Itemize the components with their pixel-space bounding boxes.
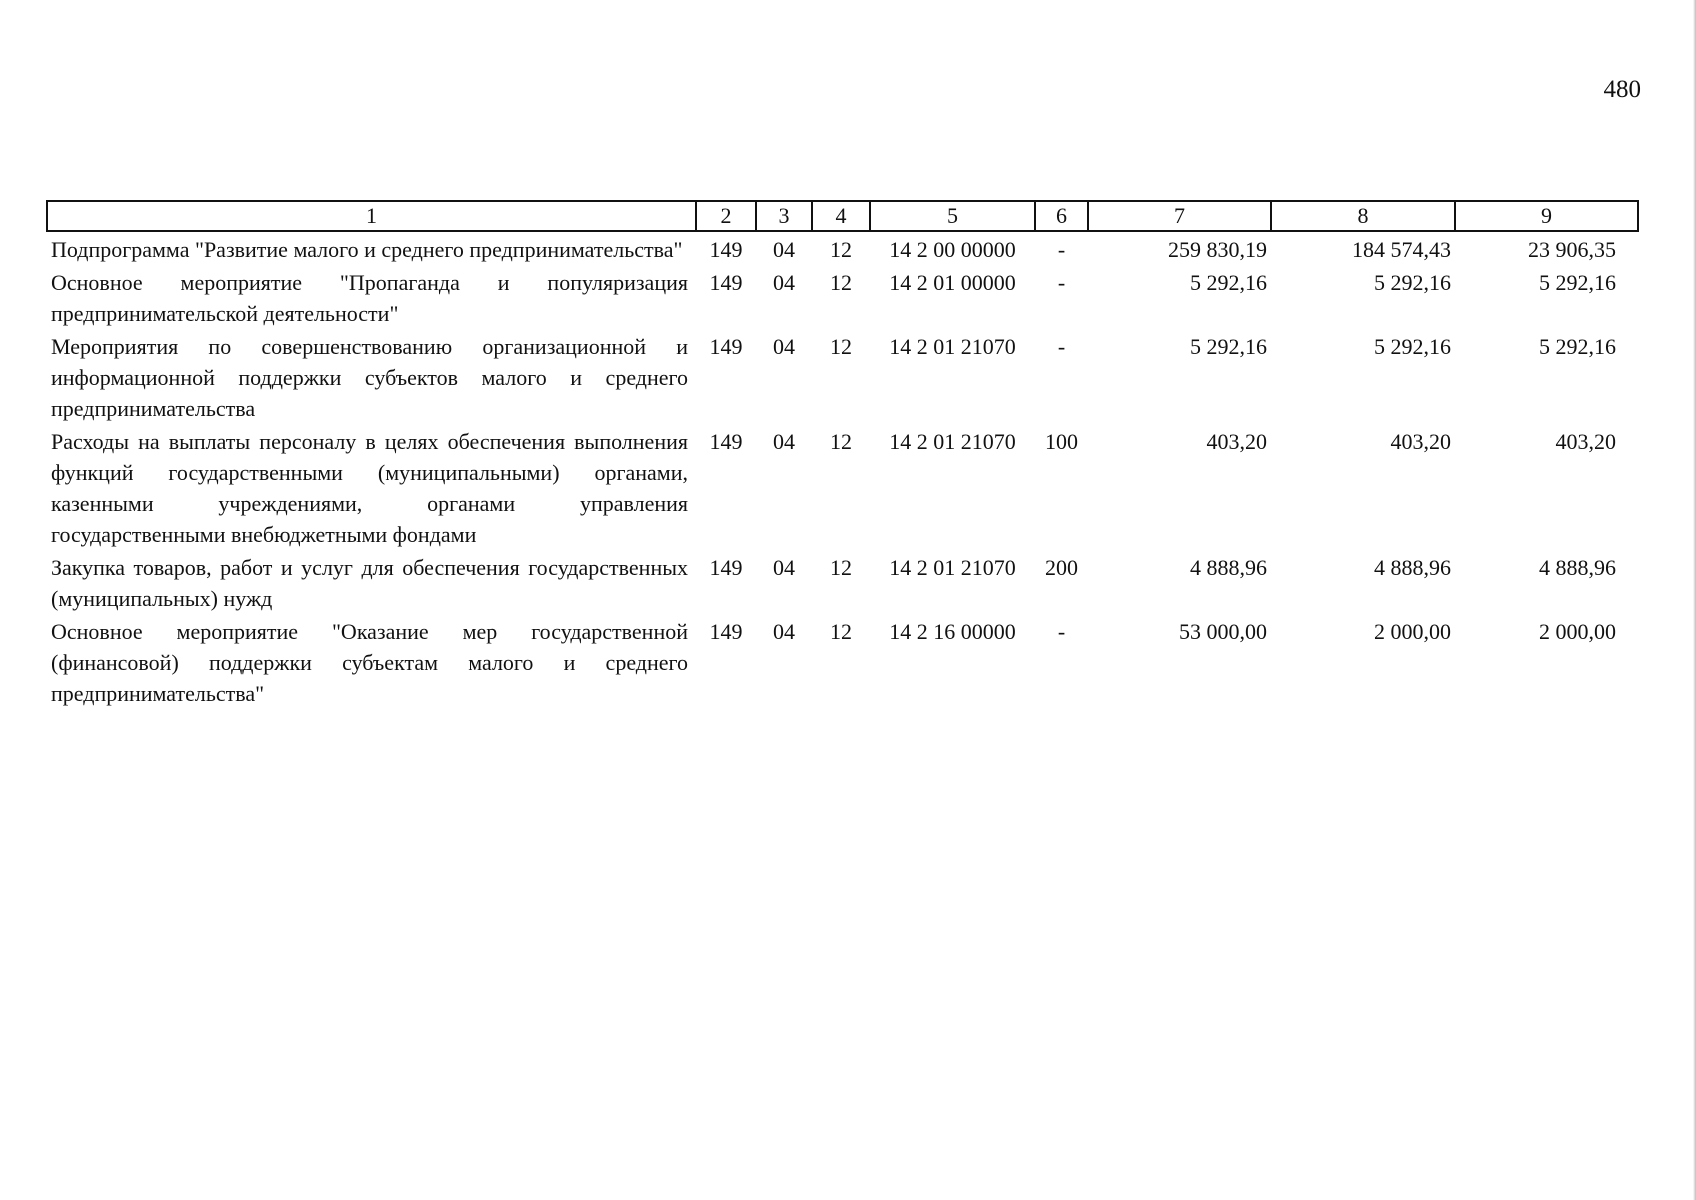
cell-target-article: 14 2 01 21070 [889, 429, 1016, 454]
column-header-4: 4 [812, 201, 870, 231]
row-name: Закупка товаров, работ и услуг для обеспечения государственных (муниципальных) нужд [51, 555, 688, 611]
cell-amount-9: 4 888,96 [1539, 555, 1616, 580]
row-name: Мероприятия по совершенствованию организационной и информационной поддержки субъектов малого и среднего предпринимательства [51, 334, 688, 421]
cell-ministry-code: 149 [709, 555, 743, 580]
cell-target-article: 14 2 01 21070 [889, 555, 1016, 580]
cell-amount-8: 403,20 [1390, 429, 1451, 454]
row-name: Расходы на выплаты персоналу в целях обеспечения выполнения функций государственными (муниципальными) органами, казенными учреждениями, органами управления государственными внебюджетными фондами [51, 429, 688, 547]
cell-expense-type: 200 [1045, 555, 1078, 580]
cell-amount-8: 184 574,43 [1352, 237, 1451, 262]
cell-target-article: 14 2 16 00000 [889, 619, 1016, 644]
cell-amount-8: 5 292,16 [1374, 270, 1451, 295]
column-header-2: 2 [696, 201, 756, 231]
column-header-8: 8 [1271, 201, 1455, 231]
cell-ministry-code: 149 [709, 237, 743, 262]
cell-subsection: 12 [830, 555, 852, 580]
cell-ministry-code: 149 [709, 619, 743, 644]
cell-ministry-code: 149 [709, 334, 743, 359]
column-header-1: 1 [47, 201, 696, 231]
cell-amount-8: 2 000,00 [1374, 619, 1451, 644]
cell-subsection: 12 [830, 429, 852, 454]
cell-amount-9: 5 292,16 [1539, 270, 1616, 295]
cell-target-article: 14 2 00 00000 [889, 237, 1016, 262]
cell-expense-type: - [1057, 270, 1066, 295]
cell-section: 04 [773, 237, 795, 262]
column-header-5: 5 [870, 201, 1035, 231]
table-row [47, 265, 1638, 329]
cell-amount-7: 403,20 [1206, 429, 1267, 454]
cell-subsection: 12 [830, 619, 852, 644]
cell-ministry-code: 149 [709, 429, 743, 454]
cell-amount-9: 403,20 [1555, 429, 1616, 454]
cell-amount-7: 5 292,16 [1190, 334, 1267, 359]
column-header-3: 3 [756, 201, 812, 231]
cell-amount-8: 5 292,16 [1374, 334, 1451, 359]
cell-subsection: 12 [830, 270, 852, 295]
page-number: 480 [1603, 76, 1641, 103]
cell-expense-type: - [1057, 619, 1066, 644]
cell-amount-7: 4 888,96 [1190, 555, 1267, 580]
table-row [47, 424, 1638, 550]
cell-amount-7: 259 830,19 [1168, 237, 1267, 262]
row-name: Основное мероприятие "Пропаганда и популяризация предпринимательской деятельности" [51, 270, 688, 326]
cell-section: 04 [773, 429, 795, 454]
table-row [47, 550, 1638, 614]
row-name: Подпрограмма "Развитие малого и среднего предпринимательства" [51, 237, 683, 262]
cell-subsection: 12 [830, 237, 852, 262]
column-header-9: 9 [1455, 201, 1638, 231]
cell-section: 04 [773, 270, 795, 295]
cell-expense-type: - [1057, 334, 1066, 359]
cell-amount-7: 5 292,16 [1190, 270, 1267, 295]
cell-amount-7: 53 000,00 [1179, 619, 1267, 644]
cell-target-article: 14 2 01 21070 [889, 334, 1016, 359]
column-header-6: 6 [1035, 201, 1088, 231]
cell-section: 04 [773, 619, 795, 644]
cell-amount-9: 5 292,16 [1539, 334, 1616, 359]
cell-expense-type: 100 [1045, 429, 1078, 454]
table-row [47, 231, 1638, 265]
cell-section: 04 [773, 334, 795, 359]
cell-amount-9: 2 000,00 [1539, 619, 1616, 644]
cell-section: 04 [773, 555, 795, 580]
table-header-row [47, 201, 1638, 231]
table-row [47, 329, 1638, 424]
column-header-7: 7 [1088, 201, 1271, 231]
cell-target-article: 14 2 01 00000 [889, 270, 1016, 295]
cell-amount-9: 23 906,35 [1528, 237, 1616, 262]
cell-expense-type: - [1057, 237, 1066, 262]
cell-amount-8: 4 888,96 [1374, 555, 1451, 580]
cell-ministry-code: 149 [709, 270, 743, 295]
budget-table [46, 200, 1639, 709]
table-row [47, 614, 1638, 709]
row-name: Основное мероприятие "Оказание мер государственной (финансовой) поддержки субъектам малого и среднего предпринимательства" [51, 619, 688, 706]
cell-subsection: 12 [830, 334, 852, 359]
